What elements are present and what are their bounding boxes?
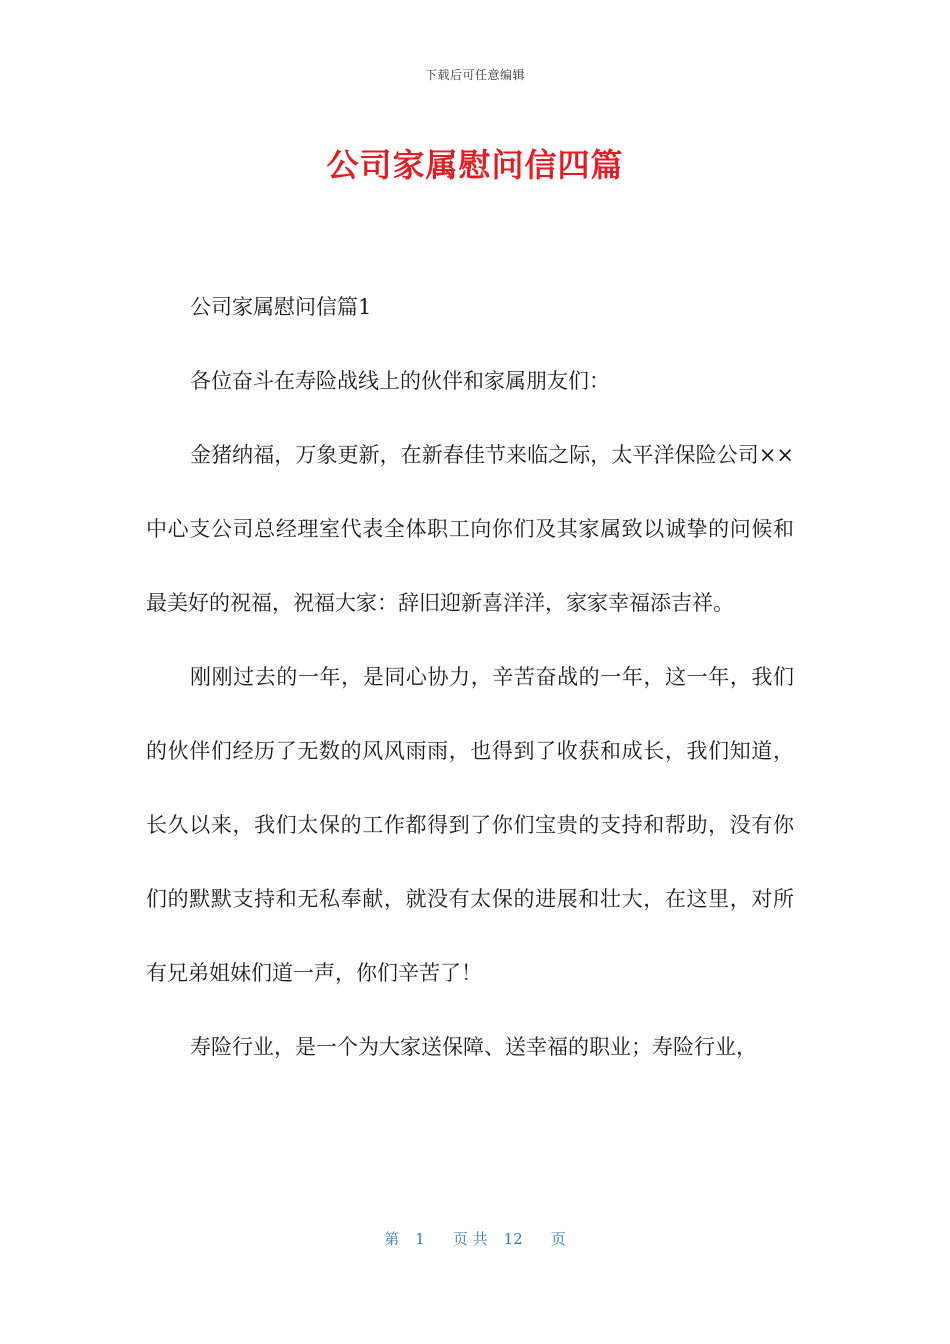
paragraph: 金猪纳福，万象更新，在新春佳节来临之际，太平洋保险公司××中心支公司总经理室代表全体职工向你们及其家属致以诚挚的问候和最美好的祝福，祝福大家：辞旧迎新喜洋洋，家家幸福添吉祥。 — [146, 443, 794, 615]
footer-prefix: 第 — [384, 1230, 400, 1248]
paragraph: 寿险行业，是一个为大家送保障、送幸福的职业；寿险行业， — [190, 1035, 757, 1059]
header-note: 下载后可任意编辑 — [424, 68, 525, 82]
paragraph: 刚刚过去的一年，是同心协力，辛苦奋战的一年，这一年，我们的伙伴们经历了无数的风风雨雨，也得到了收获和成长，我们知道，长久以来，我们太保的工作都得到了你们宝贵的支持和帮助，没有你们的默默支持和无私奉献，就没有太保的进展和壮大，在这里，对所有兄弟姐妹们道一声，你们辛苦了！ — [146, 665, 794, 985]
footer-suffix: 页 — [550, 1230, 566, 1248]
document-title: 公司家属慰问信四篇 — [326, 146, 624, 184]
footer-page-number: 1 — [415, 1230, 425, 1248]
footer-total-pages: 12 — [503, 1230, 523, 1248]
paragraph-heading: 公司家属慰问信篇1 — [190, 295, 372, 319]
footer-middle: 页 共 — [452, 1230, 488, 1248]
document-body — [146, 270, 794, 1084]
paragraph-salutation: 各位奋斗在寿险战线上的伙伴和家属朋友们： — [190, 369, 610, 393]
page-footer — [0, 1228, 950, 1249]
